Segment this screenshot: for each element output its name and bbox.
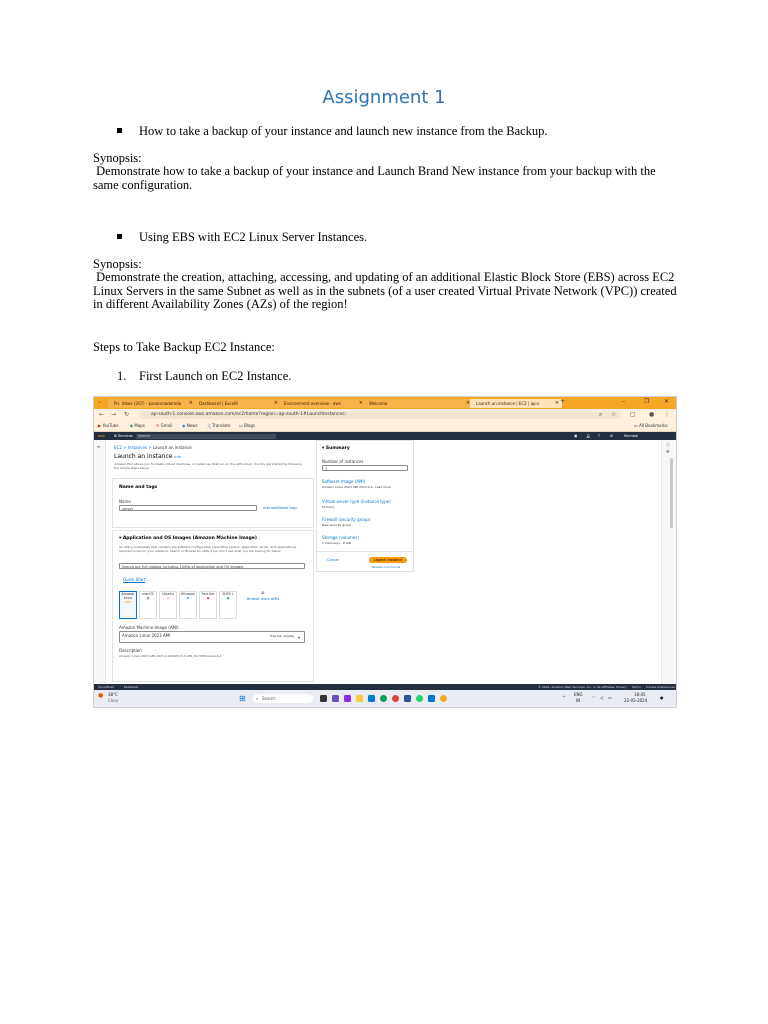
synopsis-label: Synopsis: bbox=[93, 151, 142, 165]
settings-gear-icon[interactable]: ⚙ bbox=[610, 434, 614, 438]
folder-icon: ▭ bbox=[239, 423, 243, 428]
window-close-icon[interactable]: ✕ bbox=[664, 398, 670, 405]
breadcrumb-current: Launch an instance bbox=[152, 445, 192, 450]
aws-console-content bbox=[94, 440, 676, 684]
screenshot-figure bbox=[93, 396, 677, 708]
name-label: Name bbox=[119, 499, 131, 504]
close-icon[interactable]: × bbox=[465, 400, 470, 406]
all-bookmarks[interactable]: ▭ All Bookmarks bbox=[634, 423, 668, 428]
summary-heading: ▾ Summary bbox=[322, 446, 350, 451]
edge-icon[interactable] bbox=[380, 695, 387, 702]
forward-arrow-icon[interactable]: → bbox=[111, 411, 117, 418]
num-instances-label: Number of instances bbox=[322, 459, 364, 464]
app-icon[interactable] bbox=[344, 695, 351, 702]
software-image-label: Software Image (AMI) bbox=[322, 479, 366, 484]
step-text: First Launch on EC2 Instance. bbox=[139, 369, 292, 383]
square-bullet-icon bbox=[117, 234, 122, 239]
chevron-up-icon[interactable]: ^ bbox=[562, 695, 566, 700]
back-arrow-icon[interactable]: ← bbox=[99, 411, 105, 418]
breadcrumb-instances[interactable]: Instances bbox=[127, 445, 147, 450]
instance-type-value: t2.micro bbox=[322, 505, 335, 509]
review-commands-link[interactable]: Review commands bbox=[372, 565, 401, 569]
bookmark-translate[interactable]: 文 Translate bbox=[207, 423, 231, 428]
url-input[interactable]: ap-south-1.console.aws.amazon.com/ec2/home?region=ap-south-1#LaunchInstances: bbox=[139, 411, 621, 419]
browser-tab[interactable]: Welcome × bbox=[363, 399, 473, 408]
ubuntu-icon: ◎ bbox=[166, 596, 170, 600]
maps-pin-icon: ◆ bbox=[130, 423, 134, 428]
browser-tab-active[interactable]: Launch an instance | EC2 | ap-s × bbox=[470, 399, 562, 408]
quick-start-tab[interactable]: Quick Start bbox=[123, 577, 146, 582]
synopsis-text: Demonstrate how to take a backup of your instance and Launch Brand New instance from your backup with the same configuration. bbox=[93, 164, 659, 192]
os-tile-redhat[interactable]: Red Hat ◆ bbox=[199, 591, 217, 619]
num-instances-input[interactable]: 1 bbox=[322, 465, 408, 471]
news-icon: ◉ bbox=[182, 423, 186, 428]
os-tiles bbox=[119, 591, 309, 621]
close-icon[interactable]: × bbox=[358, 400, 363, 406]
whatsapp-icon[interactable] bbox=[416, 695, 423, 702]
store-icon[interactable] bbox=[368, 695, 375, 702]
privacy-link[interactable]: Privacy bbox=[616, 685, 627, 689]
browser-tab[interactable]: Dashboard | ExcelR × bbox=[193, 399, 281, 408]
clock-date: 22-05-2024 bbox=[624, 698, 648, 703]
document-title: Assignment 1 bbox=[322, 87, 446, 108]
aws-search-input[interactable]: Search bbox=[136, 434, 276, 439]
breadcrumb: EC2 > Instances > Launch an instance bbox=[114, 445, 192, 450]
name-tags-panel bbox=[112, 478, 314, 528]
zoom-icon[interactable]: ⌕ bbox=[599, 411, 603, 418]
language-indicator[interactable]: ENG bbox=[574, 692, 583, 697]
clock-time[interactable]: 18:05 bbox=[634, 692, 646, 697]
region-selector[interactable]: Mumbai bbox=[624, 434, 638, 438]
ami-panel bbox=[112, 530, 314, 682]
page-title: Launch an instance Info bbox=[114, 453, 181, 460]
minimize-icon[interactable]: – bbox=[622, 398, 625, 405]
feedback-link[interactable]: Feedback bbox=[124, 685, 139, 689]
grid-icon: ⊞ bbox=[114, 434, 117, 438]
apple-icon: ◍ bbox=[146, 596, 150, 600]
help-icon[interactable]: ? bbox=[598, 434, 600, 438]
search-icon: ⌕ bbox=[256, 696, 259, 701]
translate-icon: 文 bbox=[207, 423, 211, 428]
os-tile-amazon-linux[interactable]: Amazon Linux aws bbox=[119, 591, 137, 619]
teams-icon[interactable] bbox=[332, 695, 339, 702]
synopsis-block-1 bbox=[93, 152, 683, 192]
windows-taskbar bbox=[94, 690, 676, 707]
close-icon[interactable]: × bbox=[188, 400, 193, 406]
browser-tab[interactable]: Pri. Inbox (207) - pavanmademdu × bbox=[108, 399, 196, 408]
square-bullet-icon bbox=[117, 128, 122, 133]
youtube-icon: ▶ bbox=[98, 423, 102, 428]
word-icon[interactable] bbox=[404, 695, 411, 702]
bullet-text: Using EBS with EC2 Linux Server Instances. bbox=[139, 230, 368, 244]
redhat-icon: ◆ bbox=[206, 596, 210, 600]
menu-kebab-icon[interactable]: ⋮ bbox=[664, 411, 670, 418]
name-tags-heading: Name and tags bbox=[119, 485, 158, 490]
suse-icon: ● bbox=[226, 596, 230, 600]
page-description: Amazon EC2 allows you to create virtual machines, or instances, that run on the AWS Cloud. Quickly get started by following the simple steps below. bbox=[114, 462, 302, 470]
windows-start-icon[interactable]: ⊞ bbox=[239, 694, 246, 703]
bookmark-star-icon[interactable]: ☆ bbox=[611, 411, 617, 418]
battery-icon[interactable]: ▭ bbox=[608, 695, 612, 700]
browser-tab-bar bbox=[94, 397, 676, 409]
ami-heading: ▾ Application and OS Images (Amazon Machine Image) bbox=[119, 536, 257, 541]
step-number: 1. bbox=[117, 369, 127, 383]
copyright-text: © 2024, Amazon Web Services, Inc. or its affiliates. bbox=[538, 685, 616, 689]
chevron-down-icon: ▾ bbox=[298, 635, 301, 640]
bullet-text: How to take a backup of your instance and launch new instance from the Backup. bbox=[139, 124, 548, 138]
outlook-icon[interactable] bbox=[428, 695, 435, 702]
ami-search-input[interactable]: Search our full catalog including 1000s of application and OS images bbox=[119, 563, 305, 569]
close-icon[interactable]: × bbox=[273, 400, 278, 406]
search-icon: ⌕ bbox=[261, 589, 265, 597]
bookmark-news[interactable]: ◉ News bbox=[182, 423, 198, 428]
left-nav-rail bbox=[94, 440, 106, 684]
bookmark-maps[interactable]: ◆ Maps bbox=[130, 423, 145, 428]
bullet-item-backup bbox=[117, 124, 548, 139]
os-tile-windows[interactable]: Windows ⊞ bbox=[179, 591, 197, 619]
notification-bell-icon[interactable]: ● bbox=[660, 695, 664, 700]
bookmark-gmail[interactable]: ✉ Gmail bbox=[156, 423, 173, 428]
settings-gear-icon[interactable]: ⚙ bbox=[666, 449, 670, 454]
hamburger-menu-icon[interactable]: ≡ bbox=[97, 444, 101, 449]
file-explorer-icon[interactable] bbox=[356, 695, 363, 702]
steps-heading: Steps to Take Backup EC2 Instance: bbox=[93, 340, 275, 354]
bullet-item-ebs bbox=[117, 230, 367, 245]
add-tags-link[interactable]: Add additional tags bbox=[263, 506, 297, 510]
step-item-1 bbox=[117, 369, 291, 384]
taskbar-search-input[interactable]: ⌕ Search bbox=[253, 694, 313, 703]
aws-logo-icon: aws bbox=[124, 600, 132, 604]
bookmark-blogs[interactable]: ▭ Blogs bbox=[239, 423, 255, 428]
ami-select[interactable]: Amazon Linux 2023 AMI Free tier eligible ▾ bbox=[119, 631, 305, 643]
browser-tab[interactable]: Environment overview - aws × bbox=[278, 399, 366, 408]
cloudshell-icon[interactable]: ▣ bbox=[574, 434, 578, 438]
reload-icon[interactable]: ↻ bbox=[124, 411, 130, 418]
software-image-value: Amazon Linux 2023 AMI 2023.4.2...read more bbox=[322, 485, 391, 489]
firewall-label: Firewall (security group) bbox=[322, 517, 371, 522]
new-tab-icon[interactable]: + bbox=[560, 398, 566, 405]
chrome-icon[interactable] bbox=[392, 695, 399, 702]
name-input[interactable]: server bbox=[119, 505, 257, 511]
terms-link[interactable]: Terms bbox=[632, 685, 641, 689]
weather-icon: ● bbox=[98, 692, 104, 699]
synopsis-text: Demonstrate the creation, attaching, accessing, and updating of an additional Elastic Block Store (EBS) across EC2 Linux Servers in the same Subnet as well as in the subnets (of a user created Virtual Private Network (VPC)) created in different Availability Zones (AZs) of the region! bbox=[93, 270, 680, 312]
info-link[interactable]: Info bbox=[174, 455, 181, 459]
instance-type-label: Virtual server type (instance type) bbox=[322, 499, 391, 504]
storage-value: 1 volume(s) - 8 GiB bbox=[322, 541, 351, 545]
breadcrumb-ec2[interactable]: EC2 bbox=[114, 445, 122, 450]
cloudshell-link[interactable]: CloudShell bbox=[98, 685, 114, 689]
aws-logo-icon[interactable]: aws bbox=[98, 434, 105, 438]
right-rail bbox=[661, 440, 676, 684]
chrome-profile-icon[interactable] bbox=[440, 695, 447, 702]
free-tier-badge: Free tier eligible bbox=[270, 634, 295, 638]
close-icon[interactable]: × bbox=[554, 400, 559, 406]
windows-icon: ⊞ bbox=[186, 596, 190, 600]
os-tile-suse[interactable]: SUSE L ● bbox=[219, 591, 237, 619]
ami-label: Amazon Machine Image (AMI) bbox=[119, 625, 179, 630]
address-bar bbox=[94, 409, 676, 421]
notifications-bell-icon[interactable]: 🔔︎ bbox=[586, 434, 591, 438]
divider bbox=[317, 551, 413, 552]
cancel-button[interactable]: Cancel bbox=[327, 558, 339, 562]
bookmarks-bar bbox=[94, 421, 676, 432]
ami-description: An AMI is a template that contains the software configuration (operating system, application server, and applications) required to launch your instance. Search or Browse for AMIs if you don't see what you are looking for below bbox=[119, 545, 297, 553]
aws-top-nav bbox=[94, 432, 676, 440]
scrollbar[interactable] bbox=[670, 458, 673, 528]
weather-desc: Clear bbox=[108, 698, 119, 703]
synopsis-label: Synopsis: bbox=[93, 257, 142, 271]
folder-icon: ▭ bbox=[634, 423, 638, 428]
os-tile-ubuntu[interactable]: Ubuntu ◎ bbox=[159, 591, 177, 619]
os-tile-macos[interactable]: macOS ◍ bbox=[139, 591, 157, 619]
cookie-link[interactable]: Cookie preferences bbox=[646, 685, 675, 689]
restore-icon[interactable]: ❐ bbox=[644, 398, 650, 405]
tab-search-icon[interactable]: ⌄ bbox=[97, 398, 103, 405]
bookmark-youtube[interactable]: ▶ YouTube bbox=[98, 423, 119, 428]
storage-label: Storage (volumes) bbox=[322, 535, 359, 540]
weather-temp[interactable]: 38°C bbox=[108, 692, 118, 697]
description-label: Description bbox=[119, 648, 142, 653]
language-region: IN bbox=[576, 698, 581, 703]
wifi-icon[interactable]: ◠ bbox=[592, 695, 596, 700]
gmail-icon: ✉ bbox=[156, 423, 160, 428]
info-panel-icon[interactable]: ⓘ bbox=[666, 442, 670, 447]
firewall-value: New security group bbox=[322, 523, 352, 527]
profile-icon[interactable]: ● bbox=[649, 411, 655, 418]
summary-panel bbox=[316, 440, 414, 572]
launch-instance-button[interactable]: Launch instance bbox=[369, 557, 407, 563]
task-view-icon[interactable] bbox=[320, 695, 327, 702]
description-value: Amazon Linux 2023 AMI 2023.4.20240513.0 x86_64 HVM kernel-6.1 bbox=[119, 654, 222, 658]
extensions-icon[interactable]: ▢ bbox=[630, 411, 636, 418]
services-menu[interactable]: ⊞ Services bbox=[114, 434, 133, 438]
volume-icon[interactable]: ◁ bbox=[600, 695, 604, 700]
synopsis-block-2 bbox=[93, 258, 683, 312]
browse-more-amis[interactable]: ⌕ Browse more AMIs bbox=[246, 589, 280, 601]
